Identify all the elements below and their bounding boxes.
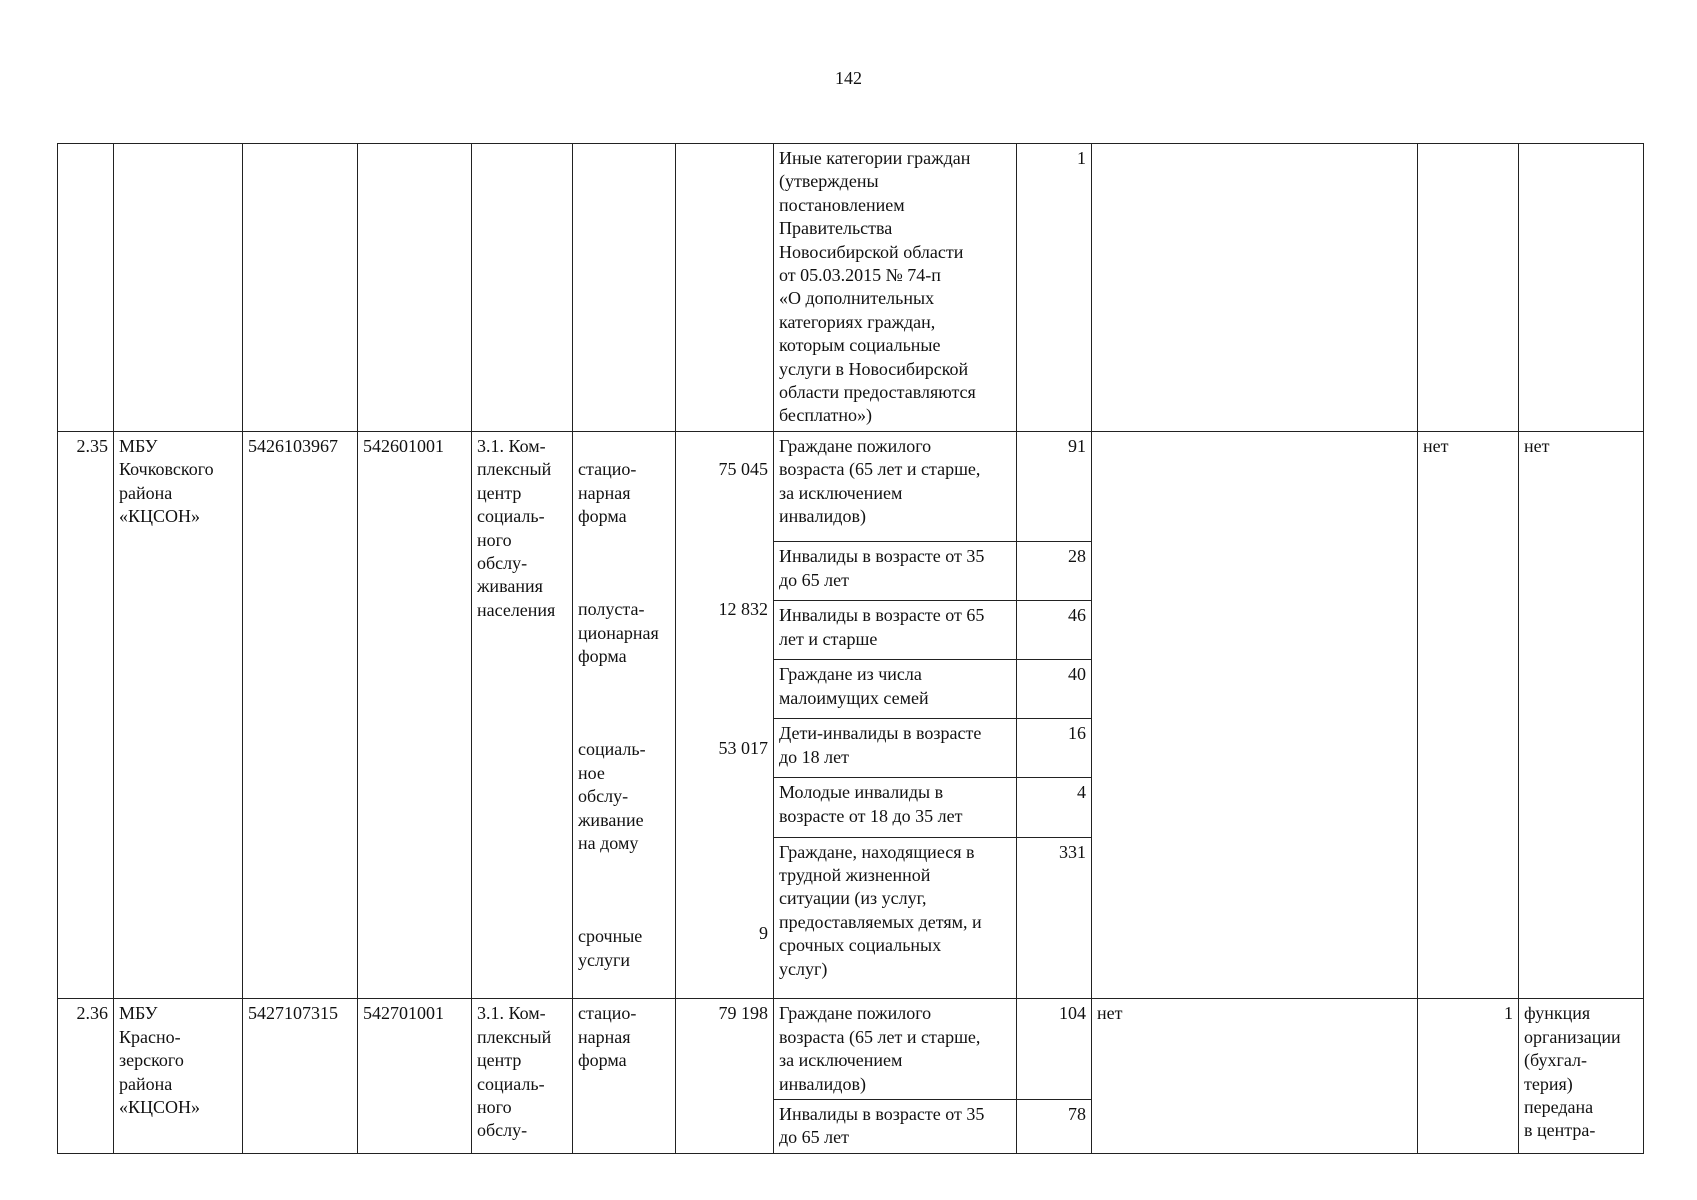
category-count: 104	[1017, 999, 1092, 1100]
org-inn: 5426103967	[243, 431, 358, 999]
service-volume: 53 017	[718, 737, 768, 758]
service-volume: 9	[759, 922, 768, 943]
category-count: 78	[1017, 1100, 1092, 1154]
table-row-2-35	[58, 431, 1644, 541]
cell-empty	[58, 144, 114, 432]
cell-empty	[1519, 144, 1644, 432]
org-name: МБУ Кочковского района «КЦСОН»	[114, 431, 243, 999]
cell-empty	[243, 144, 358, 432]
cell-empty	[676, 144, 774, 432]
service-form: срочные услуги	[578, 926, 643, 970]
category-count: 1	[1017, 144, 1092, 432]
category-label: Инвалиды в возрасте от 35 до 65 лет	[774, 542, 1017, 601]
category-label: Иные категории граждан (утверждены постановлением Правительства Новосибирской области от 05.03.2015 № 74-п «О дополнительных категориях граждан, которым социальные услуги в Новосибирской области предоставляются бесплатно»)	[774, 144, 1017, 432]
service-form: стацио- нарная форма	[578, 459, 637, 527]
category-count: 331	[1017, 837, 1092, 999]
category-label: Граждане пожилого возраста (65 лет и старше, за исключением инвалидов)	[774, 431, 1017, 541]
category-label: Дети-инвалиды в возрасте до 18 лет	[774, 719, 1017, 778]
category-count: 4	[1017, 778, 1092, 837]
service-volume: 12 832	[718, 598, 768, 619]
cell-empty	[573, 144, 676, 432]
cell-empty	[114, 144, 243, 432]
col-12-value: функция организации (бухгал- терия) передана в центра-	[1519, 999, 1644, 1153]
registry-table	[57, 143, 1644, 1154]
row-number: 2.35	[58, 431, 114, 999]
category-label: Молодые инвалиды в возрасте от 18 до 35 лет	[774, 778, 1017, 837]
cell-empty	[358, 144, 472, 432]
row-number: 2.36	[58, 999, 114, 1153]
org-type: 3.1. Ком- плексный центр социаль- ного обслу-	[472, 999, 573, 1153]
category-count: 46	[1017, 601, 1092, 660]
org-kpp: 542601001	[358, 431, 472, 999]
service-form: стацио- нарная форма	[573, 999, 676, 1153]
category-count: 91	[1017, 431, 1092, 541]
service-volume: 79 198	[676, 999, 774, 1153]
col-12-value: нет	[1519, 431, 1644, 999]
service-volumes	[676, 431, 774, 999]
table-row-2-36	[58, 999, 1644, 1100]
category-label: Инвалиды в возрасте от 35 до 65 лет	[774, 1100, 1017, 1154]
service-volume: 75 045	[718, 459, 768, 480]
table-row-continuation	[58, 144, 1644, 432]
col-11-value: 1	[1418, 999, 1519, 1153]
category-label: Граждане из числа малоимущих семей	[774, 660, 1017, 719]
service-forms	[573, 431, 676, 999]
category-label: Граждане, находящиеся в трудной жизненной ситуации (из услуг, предоставляемых детям, и срочных социальных услуг)	[774, 837, 1017, 999]
category-count: 16	[1017, 719, 1092, 778]
org-inn: 5427107315	[243, 999, 358, 1153]
org-kpp: 542701001	[358, 999, 472, 1153]
category-count: 40	[1017, 660, 1092, 719]
org-type: 3.1. Ком- плексный центр социаль- ного обслу- живания населения	[472, 431, 573, 999]
cell-empty	[1092, 431, 1418, 999]
category-count: 28	[1017, 542, 1092, 601]
page-number: 142	[835, 68, 862, 88]
cell-empty	[472, 144, 573, 432]
cell-empty	[1418, 144, 1519, 432]
org-name: МБУ Красно- зерского района «КЦСОН»	[114, 999, 243, 1153]
cell-empty	[1092, 144, 1418, 432]
col-10-value: нет	[1092, 999, 1418, 1153]
service-form: социаль- ное обслу- живание на дому	[578, 739, 646, 853]
category-label: Инвалиды в возрасте от 65 лет и старше	[774, 601, 1017, 660]
service-form: полуста- ционарная форма	[578, 599, 659, 667]
category-label: Граждане пожилого возраста (65 лет и старше, за исключением инвалидов)	[774, 999, 1017, 1100]
col-11-value: нет	[1418, 431, 1519, 999]
